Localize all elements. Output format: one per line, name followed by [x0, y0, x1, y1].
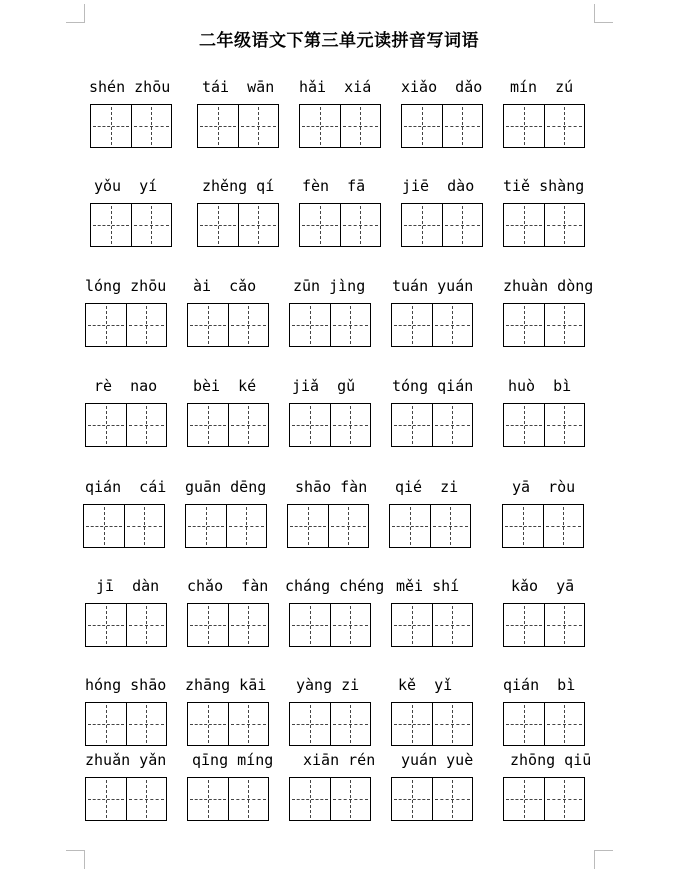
tian-zi-cell[interactable]: [86, 304, 126, 346]
pinyin-label: tóng qián: [392, 377, 474, 395]
writing-grid[interactable]: [83, 504, 165, 548]
pinyin-label: chǎo fàn: [187, 577, 269, 595]
tian-zi-cell[interactable]: [126, 703, 167, 745]
tian-zi-cell[interactable]: [131, 204, 172, 246]
pinyin-label: zhěng qí: [202, 177, 275, 195]
pinyin-label: qián cái: [85, 478, 167, 496]
writing-grid[interactable]: [187, 403, 269, 447]
tian-zi-cell[interactable]: [503, 505, 543, 547]
writing-grid[interactable]: [503, 303, 585, 347]
tian-zi-cell[interactable]: [392, 778, 432, 820]
tian-zi-cell[interactable]: [186, 505, 226, 547]
tian-zi-cell[interactable]: [504, 304, 544, 346]
tian-zi-cell[interactable]: [288, 505, 328, 547]
tian-zi-cell[interactable]: [86, 778, 126, 820]
tian-zi-cell[interactable]: [188, 703, 228, 745]
tian-zi-cell[interactable]: [188, 778, 228, 820]
pinyin-label: xiān rén: [303, 751, 376, 769]
writing-grid[interactable]: [187, 303, 269, 347]
pinyin-label: zhuàn dòng: [503, 277, 594, 295]
tian-zi-cell[interactable]: [84, 505, 124, 547]
tian-zi-cell[interactable]: [330, 604, 371, 646]
pinyin-label: cháng chéng: [285, 577, 385, 595]
writing-grid[interactable]: [85, 303, 167, 347]
writing-grid[interactable]: [503, 203, 585, 247]
tian-zi-cell[interactable]: [228, 778, 269, 820]
pinyin-label: mín zú: [510, 78, 574, 96]
tian-zi-cell[interactable]: [188, 404, 228, 446]
pinyin-label: guān dēng: [185, 478, 267, 496]
tian-zi-cell[interactable]: [544, 204, 585, 246]
tian-zi-cell[interactable]: [238, 105, 279, 147]
writing-grid[interactable]: [90, 203, 172, 247]
pinyin-label: jiǎ gǔ: [292, 377, 356, 395]
tian-zi-cell[interactable]: [328, 505, 369, 547]
tian-zi-cell[interactable]: [392, 404, 432, 446]
tian-zi-cell[interactable]: [544, 105, 585, 147]
writing-grid[interactable]: [289, 603, 371, 647]
tian-zi-cell[interactable]: [544, 703, 585, 745]
writing-grid[interactable]: [503, 777, 585, 821]
pinyin-label: xiǎo dǎo: [401, 78, 483, 96]
tian-zi-cell[interactable]: [226, 505, 267, 547]
pinyin-label: shén zhōu: [89, 78, 171, 96]
tian-zi-cell[interactable]: [124, 505, 165, 547]
pinyin-label: yǒu yí: [94, 177, 158, 195]
tian-zi-cell[interactable]: [430, 505, 471, 547]
tian-zi-cell[interactable]: [86, 404, 126, 446]
tian-zi-cell[interactable]: [432, 703, 473, 745]
tian-zi-cell[interactable]: [543, 505, 584, 547]
writing-grid[interactable]: [289, 403, 371, 447]
writing-grid[interactable]: [391, 403, 473, 447]
tian-zi-cell[interactable]: [91, 105, 131, 147]
tian-zi-cell[interactable]: [392, 604, 432, 646]
tian-zi-cell[interactable]: [228, 304, 269, 346]
pinyin-label: bèi ké: [193, 377, 257, 395]
writing-grid[interactable]: [85, 777, 167, 821]
page-title: 二年级语文下第三单元读拼音写词语: [199, 31, 479, 51]
corner-mark-bottom-right: [594, 850, 613, 869]
tian-zi-cell[interactable]: [504, 105, 544, 147]
corner-mark-bottom-left: [66, 850, 85, 869]
writing-grid[interactable]: [289, 303, 371, 347]
writing-grid[interactable]: [197, 104, 279, 148]
pinyin-label: hǎi xiá: [299, 78, 372, 96]
corner-mark-top-right: [594, 4, 613, 23]
pinyin-label: tái wān: [202, 78, 275, 96]
tian-zi-cell[interactable]: [390, 505, 430, 547]
tian-zi-cell[interactable]: [91, 204, 131, 246]
tian-zi-cell[interactable]: [290, 703, 330, 745]
pinyin-label: tuán yuán: [392, 277, 474, 295]
writing-grid[interactable]: [85, 603, 167, 647]
tian-zi-cell[interactable]: [300, 105, 340, 147]
pinyin-label: kě yǐ: [398, 676, 453, 694]
tian-zi-cell[interactable]: [228, 703, 269, 745]
writing-grid[interactable]: [187, 777, 269, 821]
tian-zi-cell[interactable]: [126, 404, 167, 446]
tian-zi-cell[interactable]: [340, 204, 381, 246]
tian-zi-cell[interactable]: [131, 105, 172, 147]
tian-zi-cell[interactable]: [290, 604, 330, 646]
tian-zi-cell[interactable]: [504, 604, 544, 646]
writing-grid[interactable]: [289, 777, 371, 821]
writing-grid[interactable]: [502, 504, 584, 548]
writing-grid[interactable]: [391, 702, 473, 746]
writing-grid[interactable]: [187, 702, 269, 746]
tian-zi-cell[interactable]: [442, 105, 483, 147]
tian-zi-cell[interactable]: [442, 204, 483, 246]
writing-grid[interactable]: [503, 403, 585, 447]
corner-mark-top-left: [66, 4, 85, 23]
tian-zi-cell[interactable]: [238, 204, 279, 246]
tian-zi-cell[interactable]: [392, 703, 432, 745]
tian-zi-cell[interactable]: [544, 304, 585, 346]
tian-zi-cell[interactable]: [330, 778, 371, 820]
tian-zi-cell[interactable]: [198, 204, 238, 246]
pinyin-label: shāo fàn: [295, 478, 368, 496]
tian-zi-cell[interactable]: [432, 604, 473, 646]
tian-zi-cell[interactable]: [504, 703, 544, 745]
tian-zi-cell[interactable]: [126, 604, 167, 646]
pinyin-label: yā ròu: [512, 478, 576, 496]
pinyin-label: fèn fā: [302, 177, 366, 195]
tian-zi-cell[interactable]: [86, 703, 126, 745]
tian-zi-cell[interactable]: [544, 778, 585, 820]
pinyin-label: jī dàn: [96, 577, 160, 595]
writing-grid[interactable]: [90, 104, 172, 148]
writing-grid[interactable]: [503, 104, 585, 148]
tian-zi-cell[interactable]: [504, 204, 544, 246]
writing-grid[interactable]: [299, 203, 381, 247]
pinyin-label: zhāng kāi: [185, 676, 267, 694]
tian-zi-cell[interactable]: [290, 404, 330, 446]
writing-grid[interactable]: [391, 303, 473, 347]
tian-zi-cell[interactable]: [544, 404, 585, 446]
writing-grid[interactable]: [85, 702, 167, 746]
tian-zi-cell[interactable]: [198, 105, 238, 147]
pinyin-label: zhōng qiū: [510, 751, 592, 769]
writing-grid[interactable]: [401, 203, 483, 247]
tian-zi-cell[interactable]: [330, 404, 371, 446]
tian-zi-cell[interactable]: [330, 703, 371, 745]
writing-grid[interactable]: [85, 403, 167, 447]
tian-zi-cell[interactable]: [432, 778, 473, 820]
writing-grid[interactable]: [401, 104, 483, 148]
tian-zi-cell[interactable]: [392, 304, 432, 346]
tian-zi-cell[interactable]: [402, 204, 442, 246]
writing-grid[interactable]: [287, 504, 369, 548]
pinyin-label: měi shí: [396, 577, 460, 595]
tian-zi-cell[interactable]: [290, 778, 330, 820]
pinyin-label: ài cǎo: [193, 277, 257, 295]
pinyin-label: zhuǎn yǎn: [85, 751, 167, 769]
writing-grid[interactable]: [389, 504, 471, 548]
pinyin-label: kǎo yā: [511, 577, 575, 595]
tian-zi-cell[interactable]: [188, 604, 228, 646]
tian-zi-cell[interactable]: [340, 105, 381, 147]
tian-zi-cell[interactable]: [228, 604, 269, 646]
tian-zi-cell[interactable]: [290, 304, 330, 346]
tian-zi-cell[interactable]: [300, 204, 340, 246]
tian-zi-cell[interactable]: [126, 304, 167, 346]
pinyin-label: qián bì: [503, 676, 576, 694]
writing-grid[interactable]: [197, 203, 279, 247]
tian-zi-cell[interactable]: [432, 304, 473, 346]
pinyin-label: jiē dào: [402, 177, 475, 195]
tian-zi-cell[interactable]: [86, 604, 126, 646]
writing-grid[interactable]: [289, 702, 371, 746]
tian-zi-cell[interactable]: [126, 778, 167, 820]
tian-zi-cell[interactable]: [544, 604, 585, 646]
tian-zi-cell[interactable]: [504, 404, 544, 446]
writing-grid[interactable]: [391, 777, 473, 821]
pinyin-label: yuán yuè: [401, 751, 474, 769]
pinyin-label: zūn jìng: [293, 277, 366, 295]
pinyin-label: yàng zi: [296, 676, 360, 694]
tian-zi-cell[interactable]: [228, 404, 269, 446]
pinyin-label: qié zi: [395, 478, 459, 496]
pinyin-label: rè nao: [94, 377, 158, 395]
tian-zi-cell[interactable]: [330, 304, 371, 346]
pinyin-label: huò bì: [508, 377, 572, 395]
pinyin-label: hóng shāo: [85, 676, 167, 694]
pinyin-label: tiě shàng: [503, 177, 585, 195]
writing-grid[interactable]: [391, 603, 473, 647]
tian-zi-cell[interactable]: [402, 105, 442, 147]
writing-grid[interactable]: [187, 603, 269, 647]
pinyin-label: lóng zhōu: [85, 277, 167, 295]
tian-zi-cell[interactable]: [504, 778, 544, 820]
writing-grid[interactable]: [299, 104, 381, 148]
writing-grid[interactable]: [185, 504, 267, 548]
tian-zi-cell[interactable]: [188, 304, 228, 346]
pinyin-label: qīng míng: [192, 751, 274, 769]
writing-grid[interactable]: [503, 603, 585, 647]
writing-grid[interactable]: [503, 702, 585, 746]
tian-zi-cell[interactable]: [432, 404, 473, 446]
